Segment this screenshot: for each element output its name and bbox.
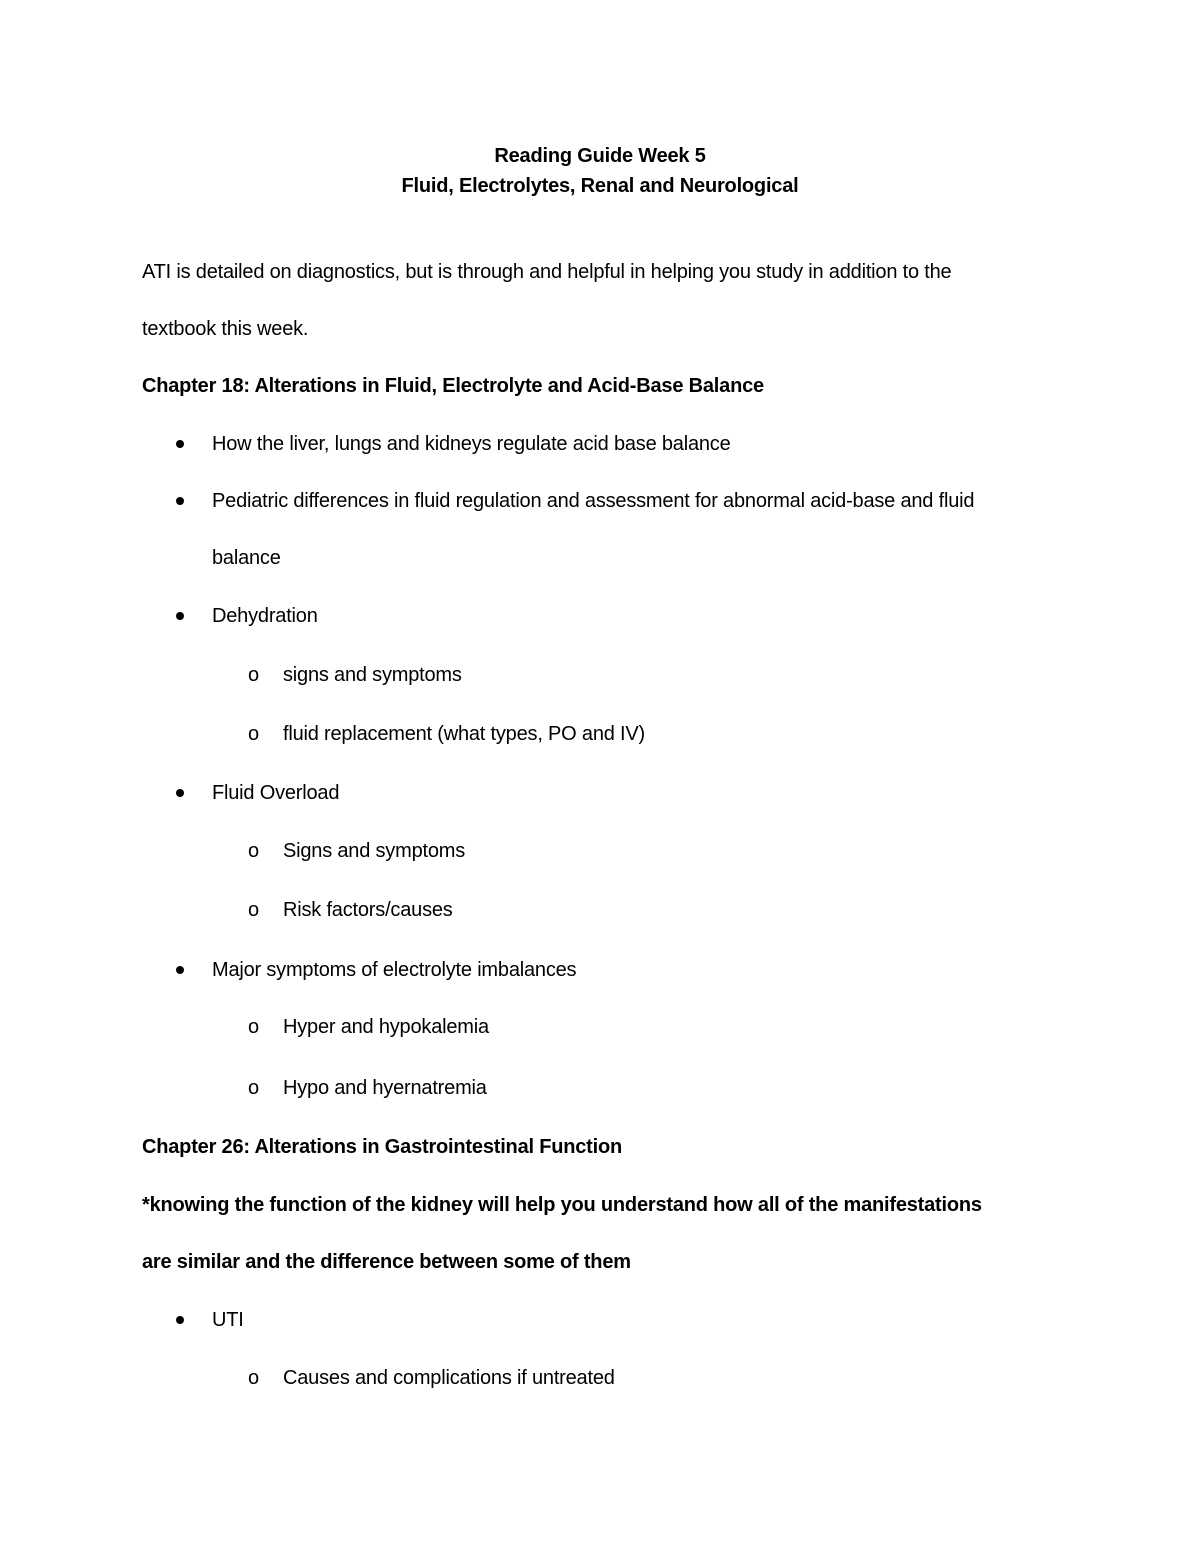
bullet-circle-icon: o [248, 1077, 260, 1099]
sub-list-item: signs and symptoms [283, 664, 462, 686]
bullet-circle-icon: o [248, 899, 260, 921]
sub-list-item: Signs and symptoms [283, 840, 466, 862]
chapter-18-heading: Chapter 18: Alterations in Fluid, Electrolyte and Acid-Base Balance [142, 375, 764, 397]
intro-paragraph-line-2: textbook this week. [142, 318, 309, 340]
chapter-26-note-line-2: are similar and the difference between some of them [142, 1251, 631, 1273]
chapter-26-note-line-1: *knowing the function of the kidney will help you understand how all of the manifestations [142, 1194, 982, 1216]
page-subtitle: Fluid, Electrolytes, Renal and Neurological [401, 175, 799, 197]
list-item-continuation: balance [212, 547, 281, 569]
bullet-dot-icon [176, 612, 184, 620]
list-item: How the liver, lungs and kidneys regulate acid base balance [212, 433, 731, 455]
chapter-26-heading: Chapter 26: Alterations in Gastrointestinal Function [142, 1136, 623, 1158]
bullet-circle-icon: o [248, 840, 260, 862]
bullet-dot-icon [176, 1316, 184, 1324]
list-item: UTI [212, 1309, 244, 1331]
list-item: Major symptoms of electrolyte imbalances [212, 959, 577, 981]
bullet-circle-icon: o [248, 664, 260, 686]
sub-list-item: Hyper and hypokalemia [283, 1016, 489, 1038]
intro-paragraph-line-1: ATI is detailed on diagnostics, but is through and helpful in helping you study in addition to the [142, 261, 952, 283]
list-item: Dehydration [212, 605, 318, 627]
list-item: Fluid Overload [212, 782, 340, 804]
bullet-circle-icon: o [248, 723, 260, 745]
sub-list-item: Causes and complications if untreated [283, 1367, 615, 1389]
bullet-dot-icon [176, 497, 184, 505]
bullet-circle-icon: o [248, 1016, 260, 1038]
bullet-dot-icon [176, 789, 184, 797]
bullet-dot-icon [176, 966, 184, 974]
bullet-dot-icon [176, 440, 184, 448]
page-title: Reading Guide Week 5 [494, 145, 706, 167]
sub-list-item: Risk factors/causes [283, 899, 453, 921]
list-item: Pediatric differences in fluid regulation and assessment for abnormal acid-base and fluid [212, 490, 975, 512]
sub-list-item: fluid replacement (what types, PO and IV) [283, 723, 645, 745]
bullet-circle-icon: o [248, 1367, 260, 1389]
sub-list-item: Hypo and hyernatremia [283, 1077, 487, 1099]
